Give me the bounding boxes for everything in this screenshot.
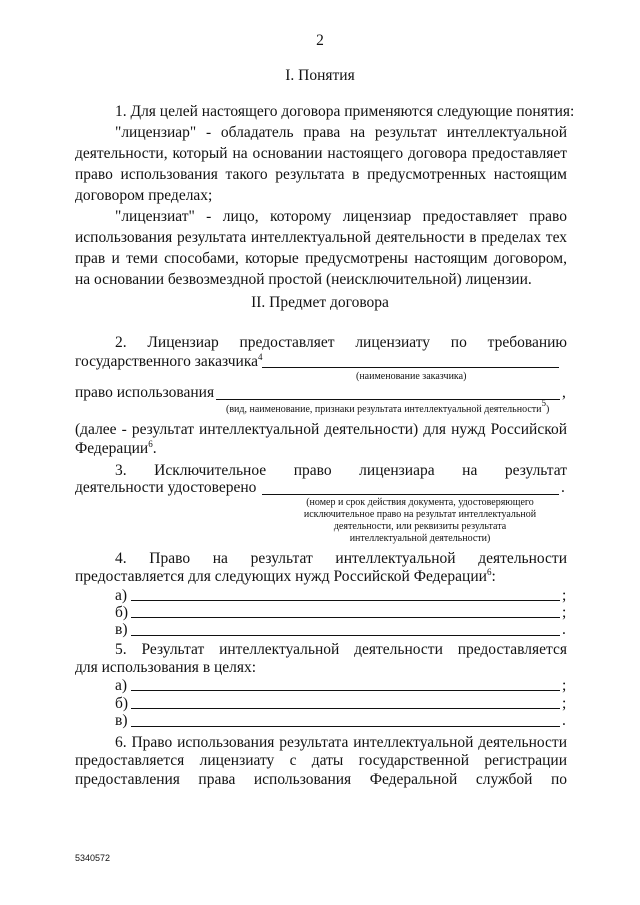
paragraph-1-line-1: 1. Для целей настоящего договора применяются следующие понятия: xyxy=(115,103,575,120)
purpose-c-label: в) xyxy=(115,712,128,729)
purpose-b-semicolon: ; xyxy=(562,695,567,712)
certificate-field[interactable] xyxy=(262,494,559,495)
purpose-c-period: . xyxy=(562,712,566,729)
footnote-ref-5: 5 xyxy=(541,398,546,408)
paragraph-4-line-1: 4. Право на результат интеллектуальной деятельности xyxy=(115,550,567,567)
purpose-b-field[interactable] xyxy=(131,708,560,709)
paragraph-6-line-3: предоставления права использования Федеральной службой по xyxy=(75,771,567,788)
certificate-hint-line-1: (номер и срок действия документа, удостоверяющего xyxy=(306,497,534,508)
footnote-ref-4: 4 xyxy=(258,352,263,362)
customer-name-hint: (наименование заказчика) xyxy=(356,371,467,382)
footnote-ref-6b: 6 xyxy=(486,567,492,577)
licensor-definition-line-2: деятельности, который на основании настоящего договора предоставляет xyxy=(75,145,567,162)
need-a-field[interactable] xyxy=(131,600,560,601)
need-c-period: . xyxy=(562,621,566,638)
document-code: 5340572 xyxy=(75,853,111,863)
need-b-semicolon: ; xyxy=(562,604,567,621)
customer-label: государственного заказчика xyxy=(75,353,259,370)
licensor-definition-line-1: "лицензиар" - обладатель права на результат интеллектуальной xyxy=(115,124,567,141)
certificate-hint-line-2: исключительное право на результат интеллектуальной xyxy=(303,509,537,520)
purpose-a-semicolon: ; xyxy=(562,677,567,694)
section-1-heading: I. Понятия xyxy=(285,67,355,84)
need-c-field[interactable] xyxy=(131,635,560,636)
need-a-label: а) xyxy=(115,587,128,604)
paragraph-2-line-2 xyxy=(75,353,263,371)
purpose-a-field[interactable] xyxy=(131,690,560,691)
licensee-definition-line-1: "лицензиат" - лицо, которому лицензиар предоставляет право xyxy=(115,208,567,225)
certificate-hint-line-3: деятельности, или реквизиты результата xyxy=(333,521,507,532)
paragraph-4-line-2: предоставляется для следующих нужд Российской Федерации$^6$: xyxy=(75,567,496,585)
need-b-field[interactable] xyxy=(131,617,560,618)
paragraph-2-line-1: 2. Лицензиар предоставляет лицензиату по требованию xyxy=(115,334,567,351)
section-2-heading: II. Предмет договора xyxy=(251,294,389,311)
licensee-definition-line-3: прав и теми способами, которые предусмотрены настоящим договором, xyxy=(75,250,567,267)
paragraph-2-line-3: право использования xyxy=(75,384,215,401)
paragraph-5-line-2: для использования в целях: xyxy=(75,659,257,676)
certificate-hint-line-4: интеллектуальной деятельности) xyxy=(349,533,491,544)
paragraph-2-line-4: (далее - результат интеллектуальной деятельности) для нужд Российской xyxy=(75,421,567,438)
paragraph-6-line-1: 6. Право использования результата интеллектуальной деятельности xyxy=(115,734,567,751)
page-number: 2 xyxy=(316,32,324,49)
rid-description-field[interactable] xyxy=(216,399,560,400)
footnote-ref-6: 6 xyxy=(148,439,153,449)
paragraph-2-line-5: Федерации$^6$. xyxy=(75,439,157,457)
paragraph-2-line-3-comma: , xyxy=(562,384,566,401)
need-b-label: б) xyxy=(115,604,129,621)
rid-description-hint: (вид, наименование, признаки результата интеллектуальной деятельности$^5$) xyxy=(226,398,550,415)
purpose-c-field[interactable] xyxy=(131,726,560,727)
licensor-definition-line-4: договором пределах; xyxy=(75,187,213,204)
licensor-definition-line-3: право использования такого результата в предусмотренных настоящим xyxy=(75,166,567,183)
paragraph-6-line-2: предоставляется лицензиату с даты государственной регистрации xyxy=(75,752,567,769)
purpose-a-label: а) xyxy=(115,677,128,694)
paragraph-3-line-1: 3. Исключительное право лицензиара на результат xyxy=(115,462,567,479)
paragraph-3-line-2-period: . xyxy=(561,479,565,496)
paragraph-3-line-2: деятельности удостоверено xyxy=(75,479,257,496)
purpose-b-label: б) xyxy=(115,695,129,712)
paragraph-5-line-1: 5. Результат интеллектуальной деятельности предоставляется xyxy=(115,641,567,658)
need-c-label: в) xyxy=(115,621,128,638)
licensee-definition-line-4: на основании безвозмездной простой (неисключительной) лицензии. xyxy=(75,271,532,288)
customer-name-field[interactable] xyxy=(262,367,559,368)
licensee-definition-line-2: использования результата интеллектуальной деятельности в пределах тех xyxy=(75,229,567,246)
need-a-semicolon: ; xyxy=(562,587,567,604)
